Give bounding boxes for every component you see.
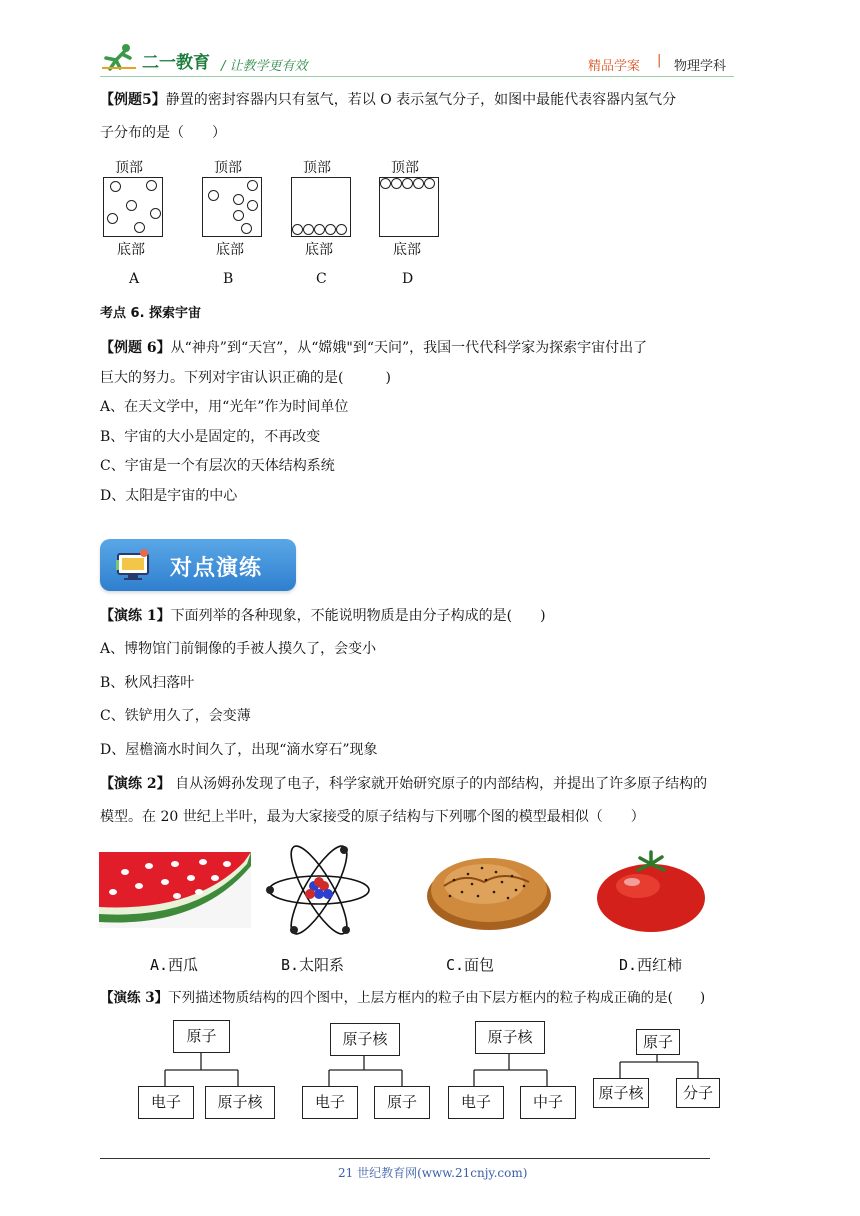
tree-connector: [300, 1056, 440, 1090]
ex6-option-c: C、宇宙是一个有层次的天体结构系统: [100, 458, 335, 474]
monitor-icon: [114, 548, 154, 582]
molecule: [146, 180, 157, 191]
molecule: [110, 181, 121, 192]
molecule: [424, 178, 435, 189]
p1-option-b: B、秋风扫落叶: [100, 675, 195, 691]
molecule: [413, 178, 424, 189]
tree-right-box: 原子: [374, 1086, 430, 1119]
p3-stem: 【演练 3】下列描述物质结构的四个图中，上层方框内的粒子由下层方框内的粒子构成正确的是( ): [100, 990, 706, 1006]
top-label: 顶部: [303, 160, 331, 176]
caption-c: C.面包: [446, 956, 495, 974]
p2-tag: 【演练 2】: [100, 776, 171, 792]
tree-top-box: 原子核: [330, 1023, 400, 1056]
p1-stem: 【演练 1】下面列举的各种现象，不能说明物质是由分子构成的是( ): [100, 608, 546, 624]
ex6-line2: 巨大的努力。下列对宇宙认识正确的是( ): [100, 370, 391, 386]
watermelon-image: [99, 852, 251, 928]
bottom-label: 底部: [393, 242, 421, 258]
topic-6-heading: 考点 6. 探索宇宙: [100, 306, 202, 321]
tree-left-box: 电子: [448, 1086, 504, 1119]
footer-text: 21 世纪教育网(www.21cnjy.com): [338, 1166, 528, 1180]
tree-top-box: 原子核: [475, 1021, 545, 1054]
header-rule: [100, 76, 734, 77]
atom-solar-model-image: [264, 844, 374, 936]
ex6-line1: 【例题 6】从“神舟”到“天宫”，从“嫦娥"到“天问”，我国一代代科学家为探索宇宙付出了: [100, 340, 648, 356]
molecule: [126, 200, 137, 211]
runner-logo-icon: [100, 42, 138, 72]
container-b: [202, 177, 262, 237]
container-d: [379, 177, 439, 237]
tree-top-box: 原子: [636, 1029, 680, 1055]
p2-line2: 模型。在 20 世纪上半叶，最为大家接受的原子结构与下列哪个图的模型最相似（ ）: [100, 809, 645, 825]
header: [0, 40, 860, 80]
caption-b: B.太阳系: [281, 956, 345, 974]
ex5-line1: 【例题5】静置的密封容器内只有氢气，若以 O 表示氢气分子，如图中最能代表容器内氢气分: [100, 92, 677, 108]
p1-option-c: C、铁铲用久了，会变薄: [100, 708, 251, 724]
top-label: 顶部: [391, 160, 419, 176]
p1-option-a: A、博物馆门前铜像的手被人摸久了，会变小: [100, 641, 377, 657]
molecule: [314, 224, 325, 235]
bottom-label: 底部: [216, 242, 244, 258]
ex6-option-a: A、在天文学中，用“光年”作为时间单位: [100, 399, 349, 415]
ex6-option-d: D、太阳是宇宙的中心: [100, 488, 238, 504]
molecule: [208, 190, 219, 201]
option-d: D: [402, 271, 414, 287]
molecule: [241, 223, 252, 234]
ex6-tag: 【例题 6】: [100, 340, 171, 356]
molecule: [134, 222, 145, 233]
header-separator: |: [657, 53, 662, 68]
tree-right-box: 中子: [520, 1086, 576, 1119]
caption-d: D.西红柿: [619, 956, 683, 974]
bottom-label: 底部: [117, 242, 145, 258]
option-b: B: [223, 271, 234, 287]
tree-connector: [445, 1054, 585, 1090]
molecule: [336, 224, 347, 235]
molecule: [107, 213, 118, 224]
banner-title: 对点演练: [170, 556, 263, 581]
molecule: [391, 178, 402, 189]
ex5-tag: 【例题5】: [100, 92, 166, 108]
tomato-image: [594, 848, 708, 934]
tree-right-box: 原子核: [205, 1086, 275, 1119]
caption-a: A.西瓜: [150, 956, 199, 974]
footer-rule: [100, 1158, 710, 1159]
molecule: [150, 208, 161, 219]
option-a: A: [129, 271, 140, 287]
bottom-label: 底部: [305, 242, 333, 258]
molecule: [233, 194, 244, 205]
tree-right-box: 分子: [676, 1078, 720, 1108]
top-label: 顶部: [115, 160, 143, 176]
tree-top-box: 原子: [173, 1020, 230, 1053]
container-a: [103, 177, 163, 237]
tree-left-box: 电子: [138, 1086, 194, 1119]
practice-banner: [100, 539, 296, 591]
ex6-option-b: B、宇宙的大小是固定的，不再改变: [100, 429, 321, 445]
molecule: [402, 178, 413, 189]
tree-left-box: 电子: [302, 1086, 358, 1119]
container-c: [291, 177, 351, 237]
molecule: [247, 180, 258, 191]
header-label-b: 物理学科: [674, 59, 727, 74]
molecule: [303, 224, 314, 235]
p1-tag: 【演练 1】: [100, 608, 171, 624]
bread-image: [424, 846, 555, 934]
p2-line1: 【演练 2】 自从汤姆孙发现了电子，科学家就开始研究原子的内部结构，并提出了许多原子结构的: [100, 776, 708, 792]
molecule: [380, 178, 391, 189]
tree-left-box: 原子核: [593, 1078, 649, 1108]
molecule: [325, 224, 336, 235]
p1-option-d: D、屋檐滴水时间久了，出现“滴水穿石”现象: [100, 742, 378, 758]
molecule: [292, 224, 303, 235]
header-label-a: 精品学案: [588, 59, 641, 74]
option-c: C: [316, 271, 327, 287]
p3-tag: 【演练 3】: [100, 990, 169, 1006]
molecule: [233, 210, 244, 221]
molecule: [247, 200, 258, 211]
logo-text: 二一教育: [142, 53, 210, 73]
top-label: 顶部: [214, 160, 242, 176]
ex5-line2: 子分布的是（ ）: [100, 125, 226, 141]
slogan: / 让教学更有效: [221, 59, 308, 74]
